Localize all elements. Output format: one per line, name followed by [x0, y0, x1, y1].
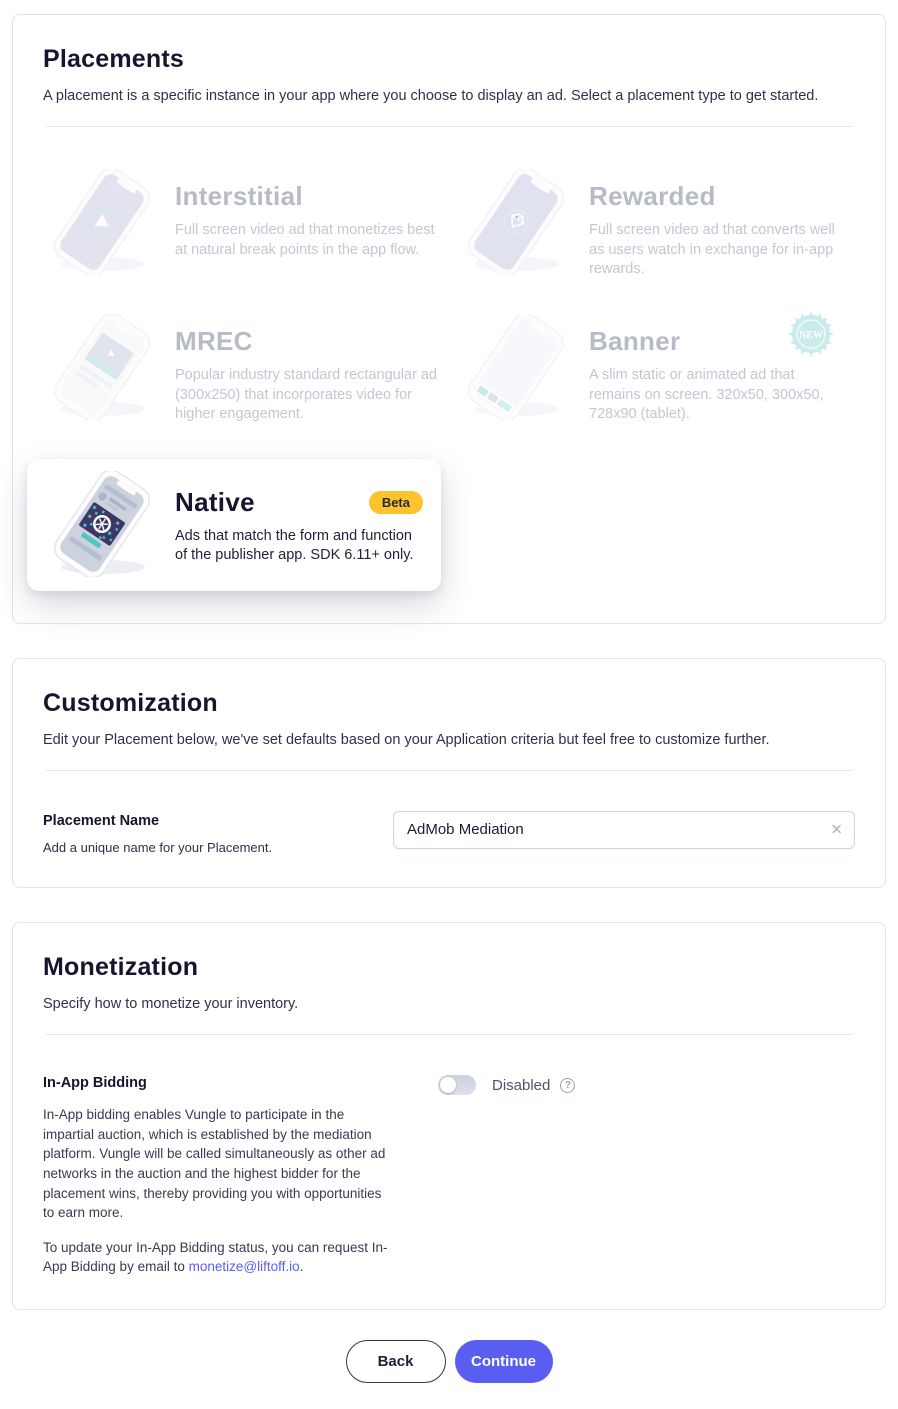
native-description: Ads that match the form and function of the publisher app. SDK 6.11+ only. [175, 527, 414, 564]
beta-badge: Beta [369, 491, 423, 514]
native-phone-icon [43, 471, 161, 577]
interstitial-title: Interstitial [175, 181, 303, 212]
placements-card [12, 14, 886, 624]
monetize-email-link[interactable]: monetize@liftoff.io [188, 1259, 300, 1275]
new-badge [787, 310, 835, 358]
placement-option-rewarded[interactable] [457, 169, 855, 280]
placement-option-interstitial[interactable] [43, 169, 441, 280]
placement-name-input-wrap [393, 811, 855, 849]
placement-name-input[interactable] [394, 812, 854, 848]
toggle-knob [440, 1077, 456, 1093]
banner-phone-icon [457, 314, 575, 420]
svg-text:NEW: NEW [799, 329, 823, 341]
rewarded-title: Rewarded [589, 181, 716, 212]
customization-title: Customization [43, 688, 218, 717]
placement-name-help: Add a unique name for your Placement. [43, 839, 273, 855]
placement-options-grid [43, 169, 855, 590]
bidding-status-text: Disabled [492, 1076, 551, 1094]
clear-input-icon[interactable]: ✕ [830, 821, 843, 839]
divider [46, 770, 852, 771]
monetization-title: Monetization [43, 952, 199, 981]
customization-card [12, 658, 886, 888]
placements-subtitle: A placement is a specific instance in your app where you choose to display an ad. Select a placement type to get started. [43, 88, 819, 104]
divider [46, 126, 852, 127]
in-app-bidding-label: In-App Bidding [43, 1075, 147, 1092]
banner-title: Banner [589, 325, 681, 356]
placement-option-banner[interactable] [457, 314, 855, 425]
monetization-card [12, 922, 886, 1310]
bidding-contact-period: . [299, 1259, 304, 1275]
placement-name-label: Placement Name [43, 812, 160, 829]
mrec-title: MREC [175, 325, 253, 356]
native-title: Native [175, 486, 255, 517]
back-button[interactable]: Back [346, 1340, 446, 1383]
placement-option-mrec[interactable] [43, 314, 441, 425]
help-icon[interactable]: ? [560, 1078, 575, 1093]
rewarded-description: Full screen video ad that converts well as users watch in exchange for in-app rewards. [589, 222, 835, 278]
in-app-bidding-toggle[interactable] [438, 1075, 476, 1095]
placement-option-native[interactable] [27, 459, 441, 591]
rewarded-phone-icon [457, 169, 575, 275]
bidding-contact-text: To update your In-App Bidding status, you can request In-App Bidding by email to [43, 1239, 388, 1275]
interstitial-phone-icon [43, 169, 161, 275]
continue-button[interactable]: Continue [455, 1340, 553, 1383]
monetization-subtitle: Specify how to monetize your inventory. [43, 995, 299, 1012]
banner-description: A slim static or animated ad that remains on screen. 320x50, 300x50, 728x90 (tablet). [589, 366, 824, 423]
placements-title: Placements [43, 45, 184, 73]
customization-subtitle: Edit your Placement below, we've set defaults based on your Application criteria but feel free to customize further. [43, 731, 770, 748]
in-app-bidding-description: In-App bidding enables Vungle to participate in the impartial auction, which is established by the mediation platform. Vungle will be called simultaneously as other ad networks in the auction and the highest bidder for the placement wins, thereby providing you with opportunities to earn more. [43, 1107, 386, 1221]
mrec-phone-icon [43, 314, 161, 420]
interstitial-description: Full screen video ad that monetizes best at natural break points in the app flow. [175, 222, 435, 258]
divider [46, 1034, 852, 1035]
footer-actions [12, 1340, 886, 1383]
in-app-bidding-contact [43, 1238, 388, 1277]
mrec-description: Popular industry standard rectangular ad (300x250) that incorporates video for higher engagement. [175, 366, 437, 423]
